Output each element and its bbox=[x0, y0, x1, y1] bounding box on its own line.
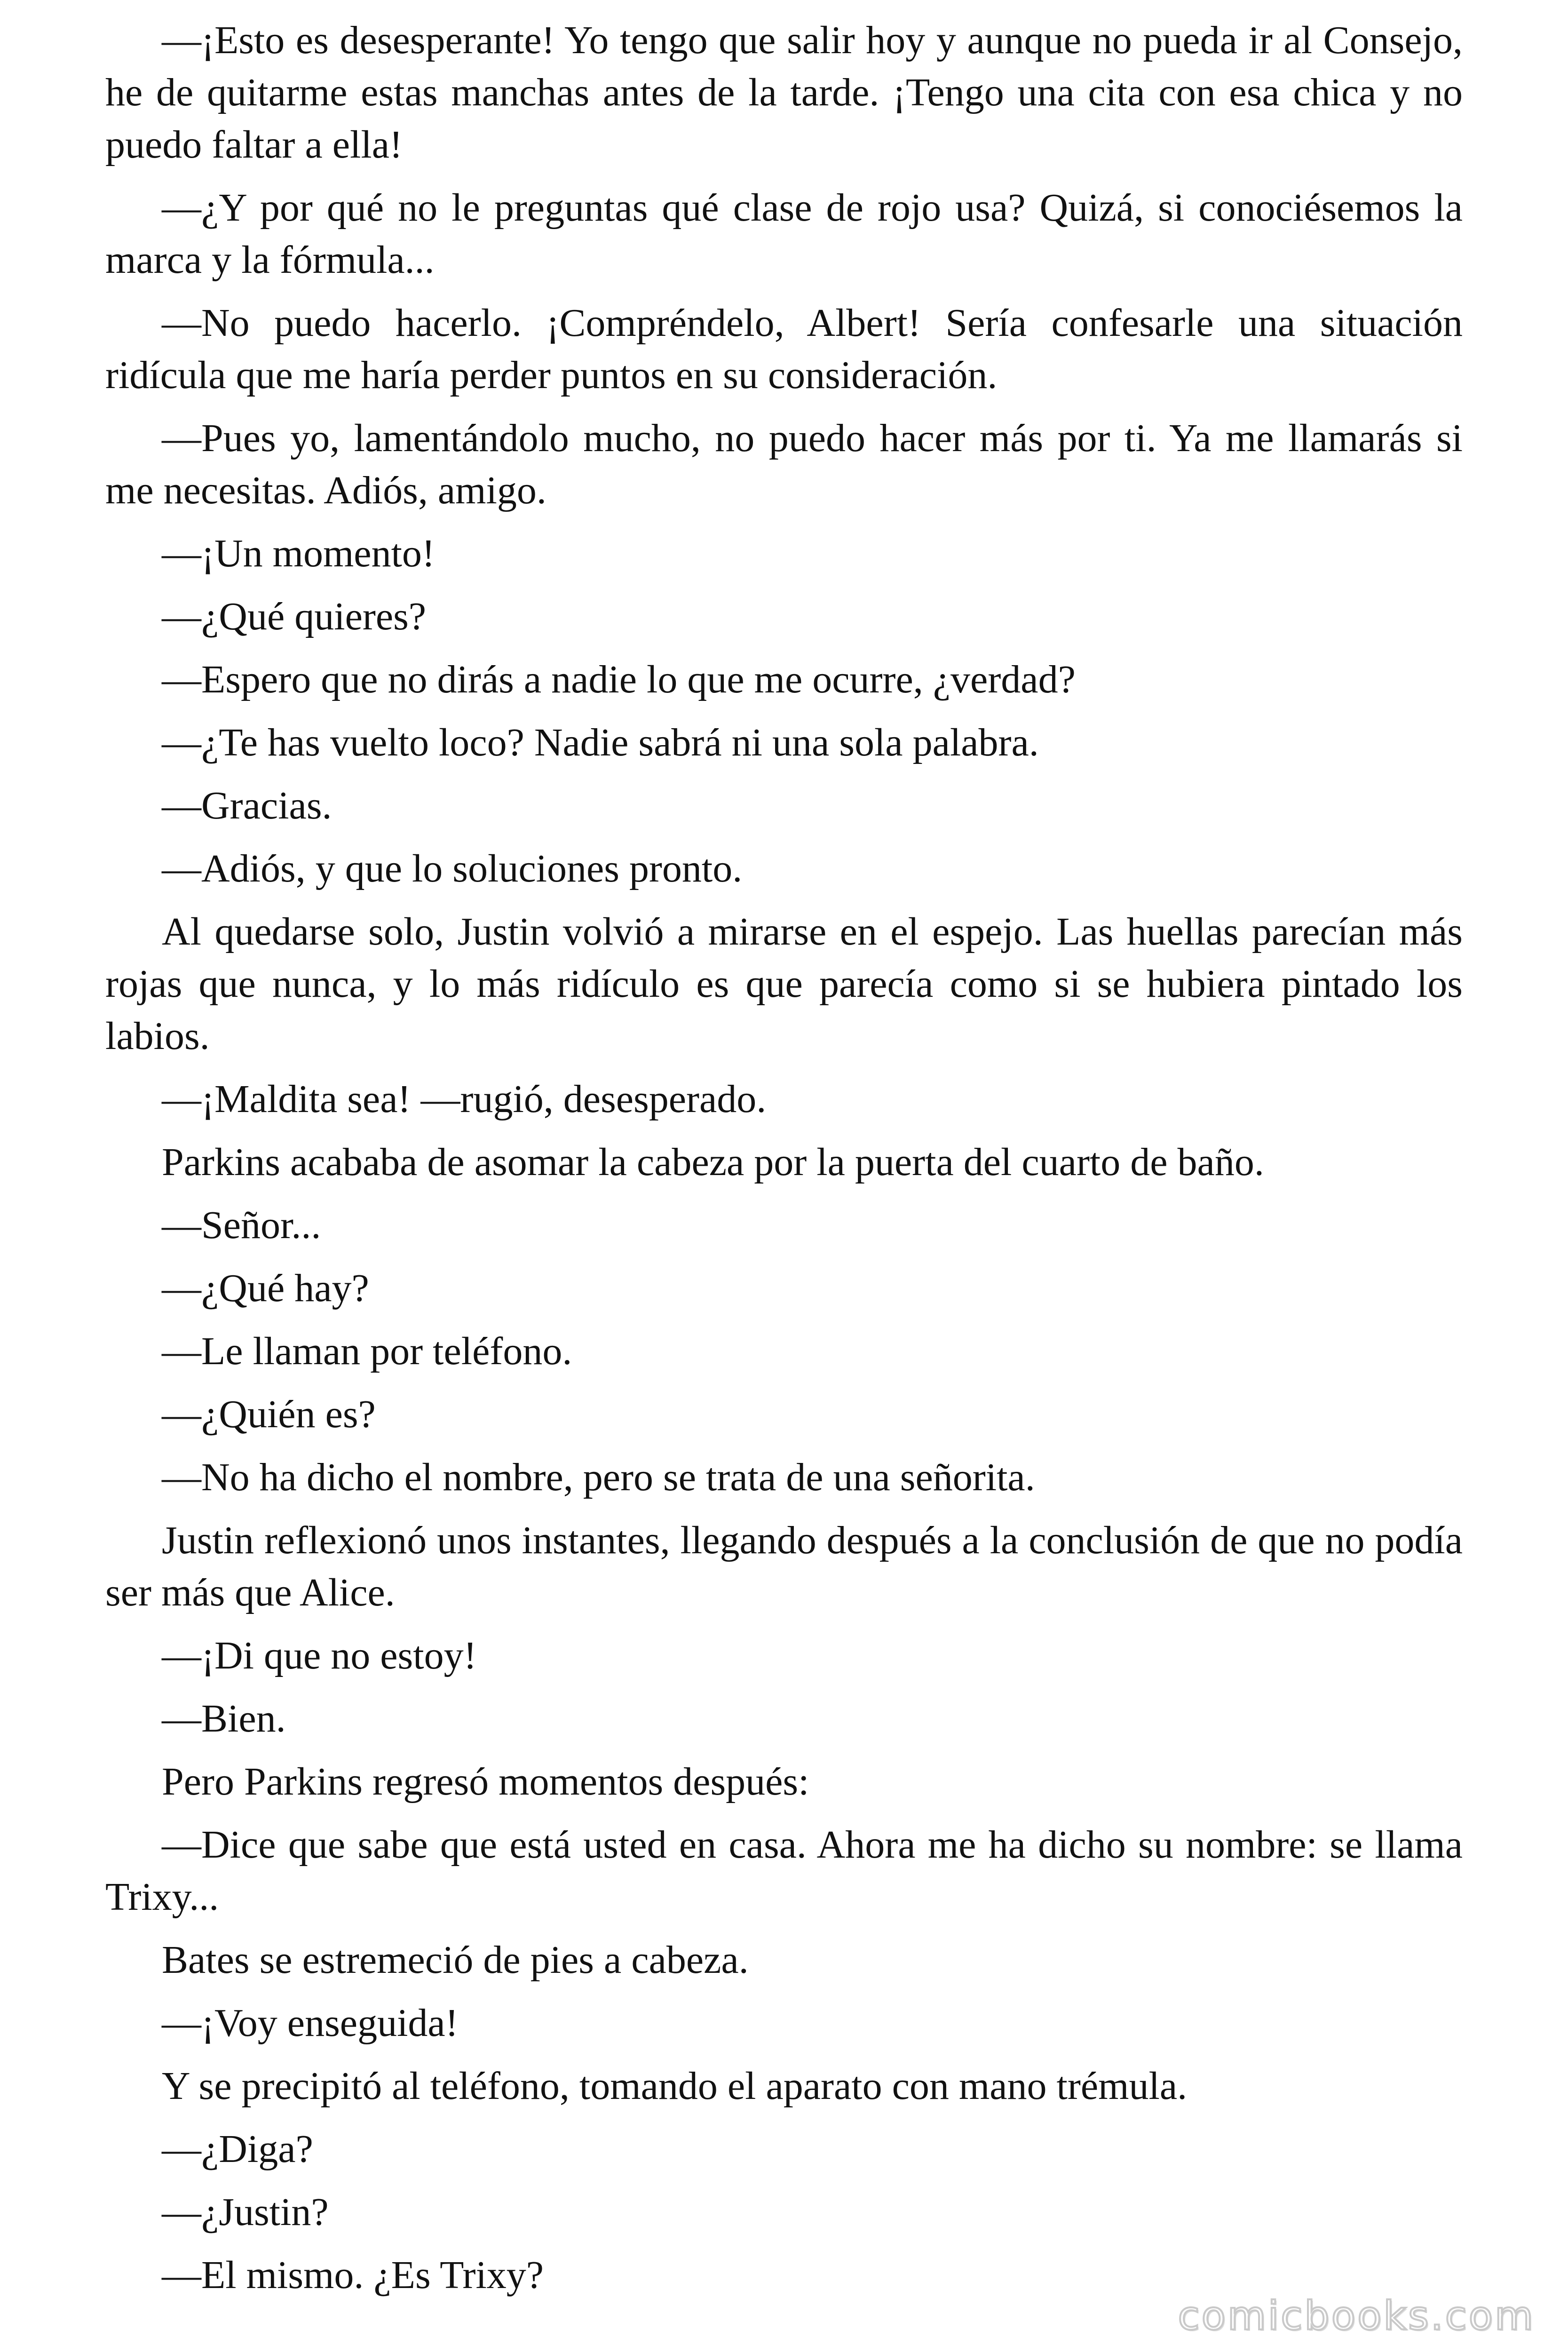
paragraph-14: —Señor... bbox=[162, 1203, 321, 1247]
paragraph-3: —No puedo hacerlo. ¡Compréndelo, Albert! Sería confesarle una situación ridícula que me haría perder puntos en su consideración. bbox=[105, 301, 1463, 397]
paragraph-17: —¿Quién es? bbox=[162, 1392, 376, 1436]
paragraph-7: —Espero que no dirás a nadie lo que me ocurre, ¿verdad? bbox=[162, 658, 1076, 701]
paragraph-5: —¡Un momento! bbox=[162, 532, 435, 575]
paragraph-16: —Le llaman por teléfono. bbox=[162, 1329, 572, 1373]
paragraph-21: —Bien. bbox=[162, 1697, 286, 1740]
paragraph-6: —¿Qué quieres? bbox=[162, 595, 427, 638]
paragraph-23: —Dice que sabe que está usted en casa. Ahora me ha dicho su nombre: se llama Trixy... bbox=[105, 1823, 1463, 1919]
paragraph-12: —¡Maldita sea! —rugió, desesperado. bbox=[162, 1077, 767, 1121]
paragraph-4: —Pues yo, lamentándolo mucho, no puedo hacer más por ti. Ya me llamarás si me necesitas. Adiós, amigo. bbox=[105, 416, 1463, 512]
paragraph-20: —¡Di que no estoy! bbox=[162, 1634, 477, 1677]
paragraph-27: —¿Diga? bbox=[162, 2127, 313, 2171]
paragraph-18: —No ha dicho el nombre, pero se trata de una señorita. bbox=[162, 1455, 1035, 1499]
paragraph-19: Justin reflexionó unos instantes, llegando después a la conclusión de que no podía ser más que Alice. bbox=[105, 1518, 1463, 1614]
paragraph-10: —Adiós, y que lo soluciones pronto. bbox=[162, 847, 743, 890]
paragraph-26: Y se precipitó al teléfono, tomando el aparato con mano trémula. bbox=[162, 2064, 1188, 2108]
watermark: comicbooks.com bbox=[1178, 2293, 1535, 2339]
paragraph-29: —El mismo. ¿Es Trixy? bbox=[162, 2253, 544, 2297]
body-text bbox=[105, 14, 1463, 2312]
paragraph-9: —Gracias. bbox=[162, 784, 332, 827]
paragraph-11: Al quedarse solo, Justin volvió a mirarse en el espejo. Las huellas parecían más rojas que nunca, y lo más ridículo es que parecía como si se hubiera pintado los labios. bbox=[105, 910, 1463, 1058]
paragraph-25: —¡Voy enseguida! bbox=[162, 2001, 459, 2045]
paragraph-24: Bates se estremeció de pies a cabeza. bbox=[162, 1938, 749, 1982]
paragraph-28: —¿Justin? bbox=[162, 2190, 329, 2234]
paragraph-22: Pero Parkins regresó momentos después: bbox=[162, 1760, 809, 1804]
paragraph-8: —¿Te has vuelto loco? Nadie sabrá ni una sola palabra. bbox=[162, 721, 1039, 764]
paragraph-2: —¿Y por qué no le preguntas qué clase de rojo usa? Quizá, si conociésemos la marca y la fórmula... bbox=[105, 186, 1463, 282]
paragraph-15: —¿Qué hay? bbox=[162, 1266, 369, 1310]
paragraph-1: —¡Esto es desesperante! Yo tengo que salir hoy y aunque no pueda ir al Consejo, he de quitarme estas manchas antes de la tarde. ¡Tengo una cita con esa chica y no puedo faltar a ella! bbox=[105, 18, 1463, 167]
paragraph-13: Parkins acababa de asomar la cabeza por la puerta del cuarto de baño. bbox=[162, 1140, 1264, 1184]
